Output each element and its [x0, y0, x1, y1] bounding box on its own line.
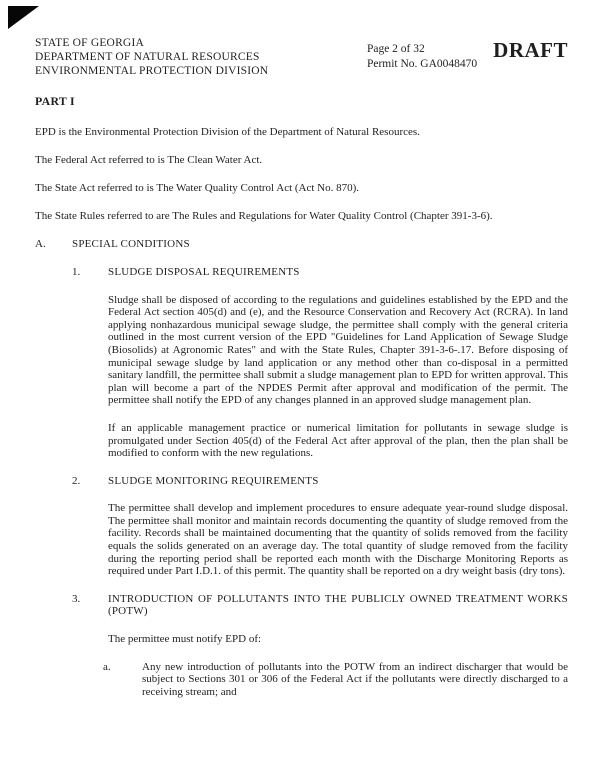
- subsection-2-heading: [72, 475, 568, 488]
- draft-stamp: DRAFT: [493, 38, 568, 62]
- definitions-block: [35, 126, 568, 223]
- section-a-label: A.: [35, 238, 46, 251]
- subsection-1-label: 1.: [72, 265, 81, 278]
- list-item-a-label: a.: [103, 660, 111, 673]
- agency-line-department: DEPARTMENT OF NATURAL RESOURCES: [35, 51, 260, 63]
- paragraph-epd-definition: EPD is the Environmental Protection Division of the Department of Natural Resources.: [35, 126, 420, 138]
- section-a-heading: [35, 238, 568, 251]
- page-number: Page 2 of 32: [366, 43, 425, 55]
- scan-corner-artifact: [8, 6, 39, 29]
- agency-name-block: [35, 36, 268, 78]
- notify-intro-line: The permittee must notify EPD of:: [108, 633, 262, 646]
- page-permit-block: [367, 36, 477, 72]
- subsection-1-heading: [72, 266, 568, 279]
- subsection-1-title: SLUDGE DISPOSAL REQUIREMENTS: [108, 265, 300, 278]
- subsection-2-label: 2.: [72, 474, 81, 487]
- section-a-title: SPECIAL CONDITIONS: [72, 238, 190, 251]
- subsection-2-body: [108, 502, 568, 578]
- subsection-3-title: INTRODUCTION OF POLLUTANTS INTO THE PUBLICLY OWNED TREATMENT WORKS (POTW): [108, 592, 568, 618]
- subsection-3-heading: [72, 593, 568, 618]
- part-heading: PART I: [35, 94, 75, 108]
- sludge-monitoring-paragraph: The permittee shall develop and implement procedures to ensure adequate year-round sludge disposal. The permittee shall monitor and maintain records documenting the quantity of sludge removed from the facility. Records shall be maintained documenting that the quantity of solids removed from the facility equals the solids generated on an average day. The total quantity of sludge removed from the facility during the reporting period shall be reported each month with the Discharge Monitoring Reports as required under Part I.D.1. of this permit. The quantity shall be reported on a dry weight basis (dry tons).: [108, 502, 568, 578]
- permit-number: Permit No. GA0048470: [366, 58, 478, 70]
- paragraph-federal-act: The Federal Act referred to is The Clean Water Act.: [35, 154, 263, 167]
- header-right-block: [367, 36, 568, 72]
- subsection-3-label: 3.: [72, 592, 81, 605]
- agency-line-state: STATE OF GEORGIA: [35, 37, 144, 49]
- subsection-1-body: [108, 294, 568, 460]
- sludge-disposal-paragraph-2: If an applicable management practice or numerical limitation for pollutants in sewage sludge is promulgated under Section 405(d) of the Federal Act after approval of the plan, then the plan shall be modified to conform with the new regulations.: [108, 421, 568, 460]
- paragraph-state-act: The State Act referred to is The Water Quality Control Act (Act No. 870).: [35, 182, 360, 195]
- list-item-a: [103, 661, 568, 699]
- agency-line-division: ENVIRONMENTAL PROTECTION DIVISION: [35, 65, 269, 77]
- paragraph-state-rules: The State Rules referred to are The Rules and Regulations for Water Quality Control (Chapter 391-3-6).: [35, 210, 493, 223]
- sludge-disposal-paragraph-1: Sludge shall be disposed of according to the regulations and guidelines established by the EPD and the Federal Act section 405(d) and (e), and the Resource Conservation and Recovery Act (RCRA). In land applying nonhazardous municipal sewage sludge, the permittee shall comply with the general criteria outlined in the most current version of the EPD "Guidelines for Land Application of Sewage Sludge (Biosolids) at Agronomic Rates" and with the State Rules, Chapter 391-3-6-.17. Before disposing of municipal sewage sludge by land application or any method other than co-disposal in a permitted sanitary landfill, the permittee shall submit a sludge management plan to EPD for written approval. This plan will become a part of the NPDES Permit after approval and modification of the permit. The permittee shall notify the EPD of any changes planned in an approved sludge management plan.: [108, 293, 568, 407]
- list-item-a-text: Any new introduction of pollutants into the POTW from an indirect discharger that would be subject to Sections 301 or 306 of the Federal Act if the pollutants were directly discharged to a receiving stream; and: [142, 660, 568, 698]
- subsection-2-title: SLUDGE MONITORING REQUIREMENTS: [108, 474, 319, 487]
- page-header: [35, 36, 568, 78]
